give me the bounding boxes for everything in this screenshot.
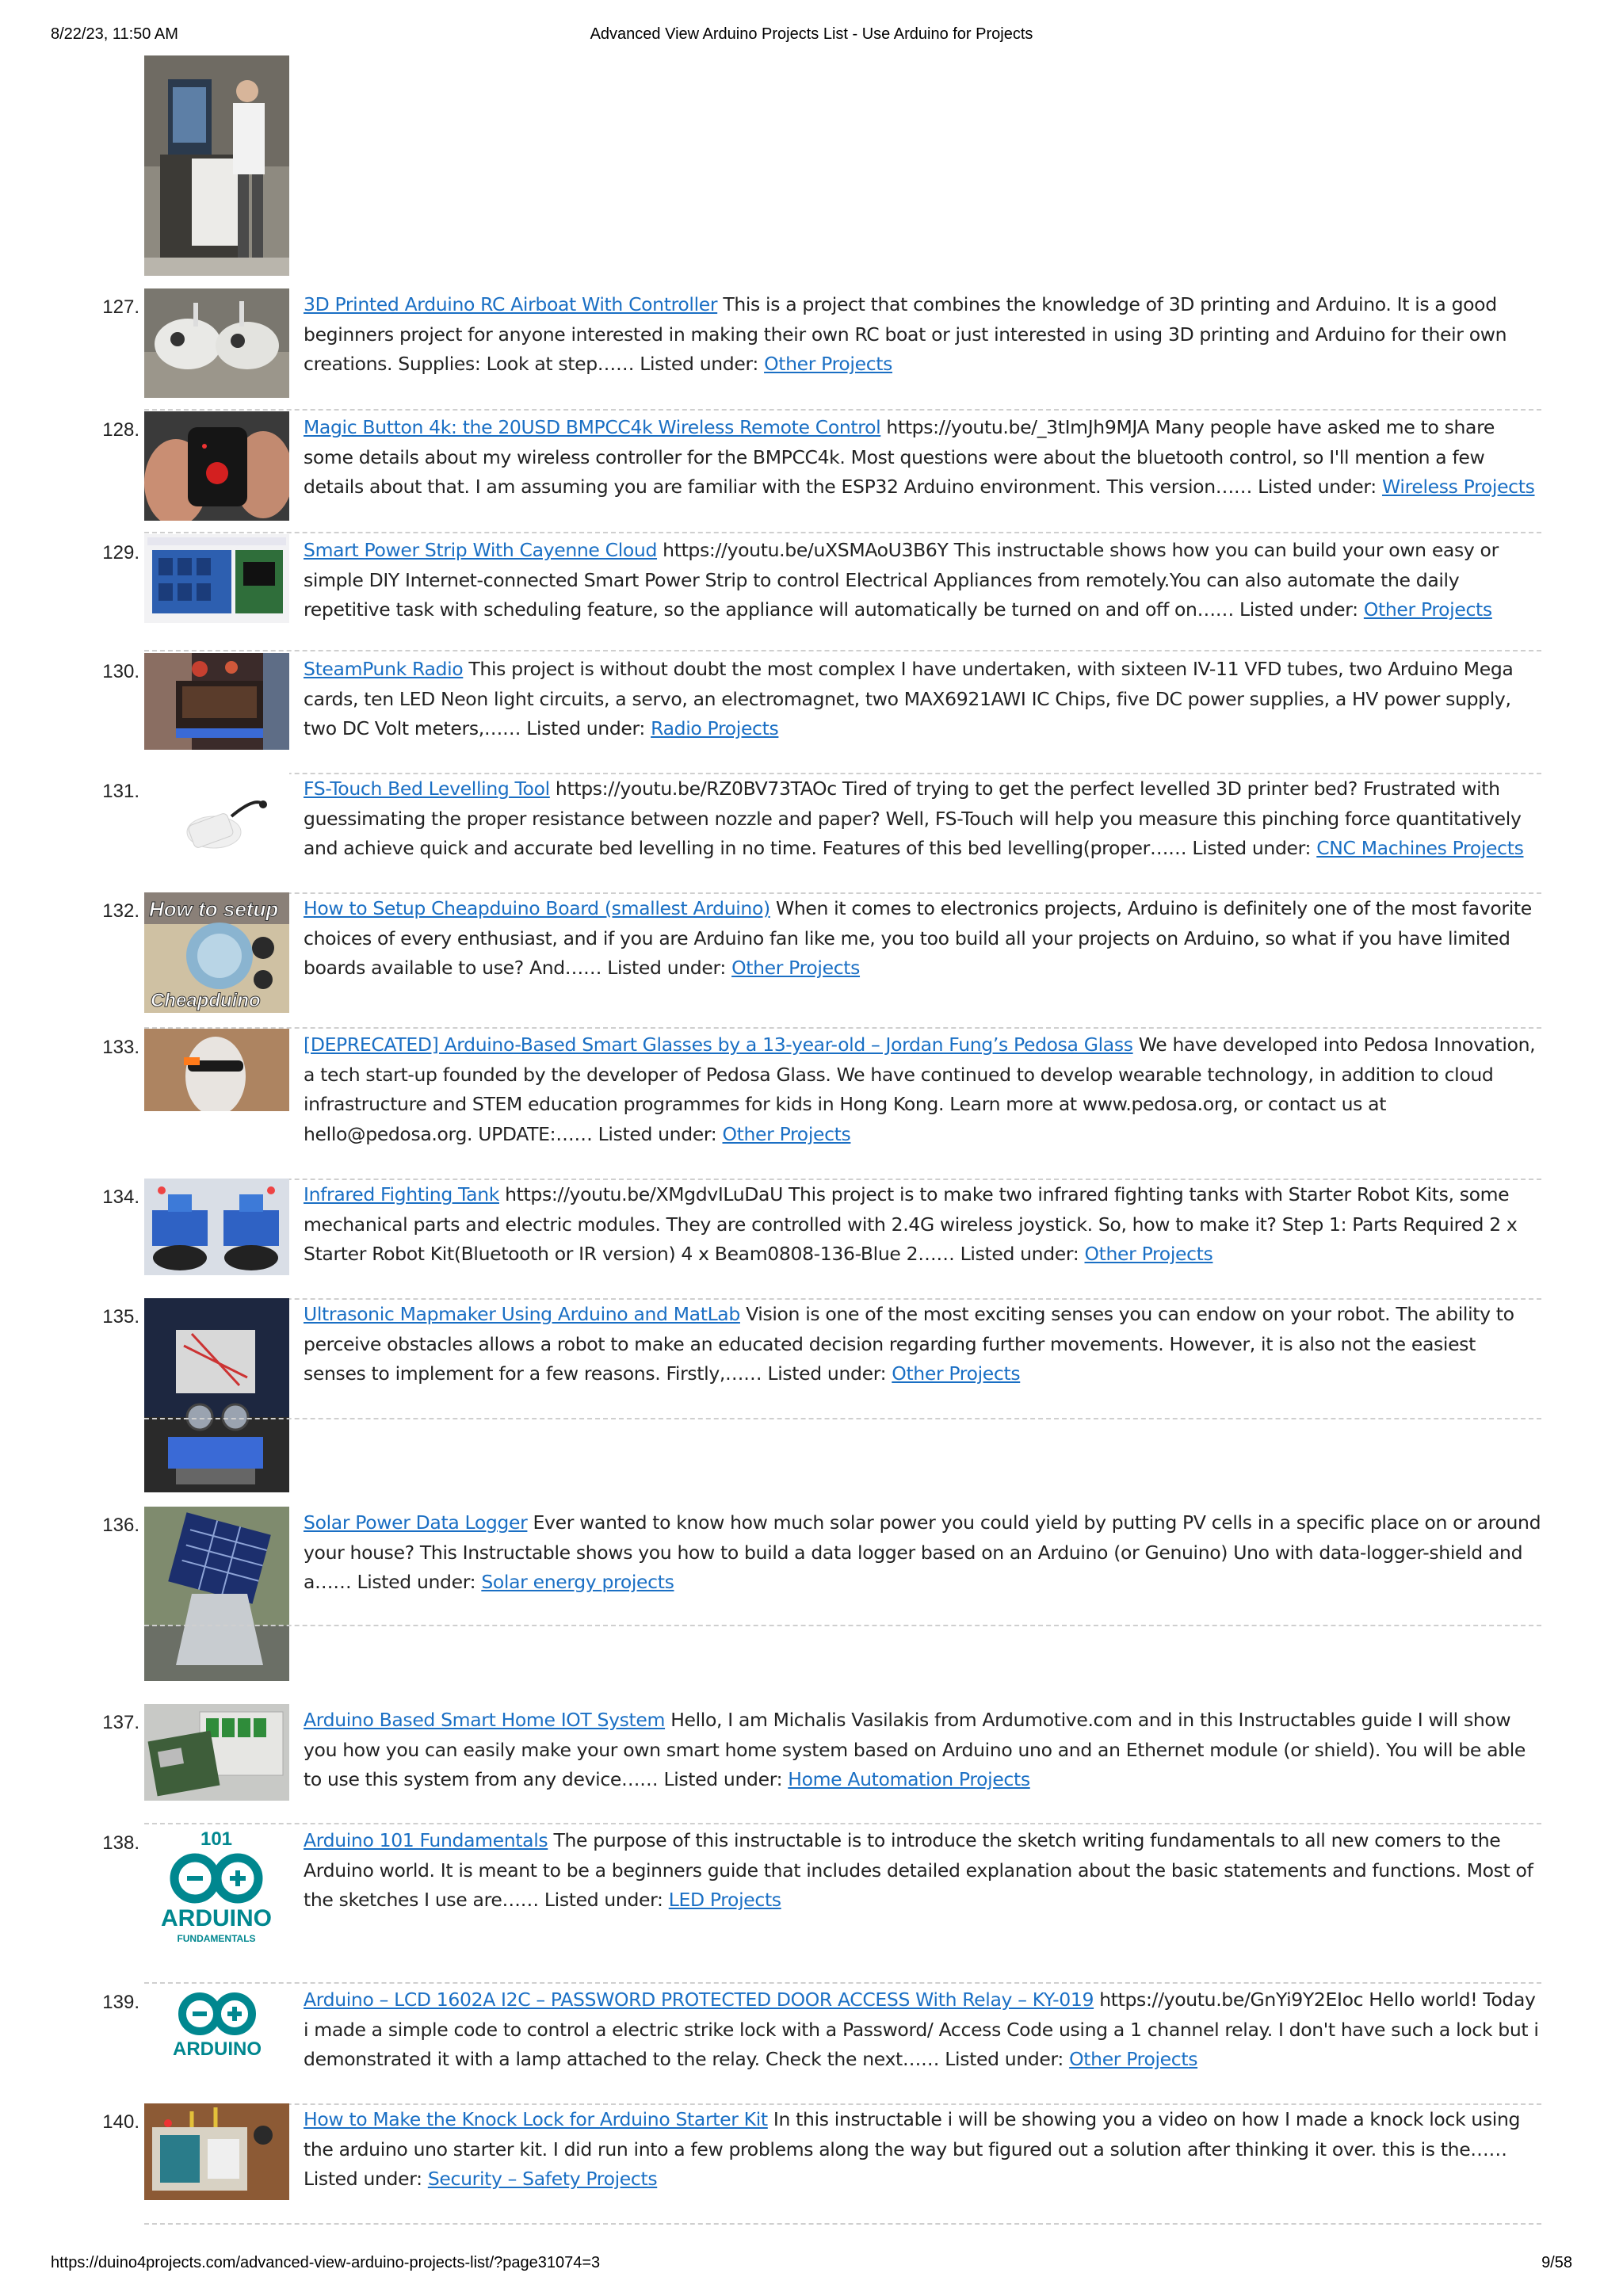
project-title-link[interactable]: SteamPunk Radio <box>304 658 464 680</box>
robot-tank-thumbnail[interactable] <box>144 1179 289 1275</box>
item-number: 127. <box>102 296 139 318</box>
project-title-link[interactable]: 3D Printed Arduino RC Airboat With Controller <box>304 293 718 315</box>
thumbnail-caption-top: 101 <box>200 1828 233 1850</box>
category-link[interactable]: Home Automation Projects <box>788 1768 1030 1790</box>
listed-under-label: Listed under: <box>598 1122 717 1145</box>
item-description-block <box>304 655 1541 744</box>
item-number: 140. <box>102 2111 139 2133</box>
print-url: https://duino4projects.com/advanced-view-arduino-projects-list/?page31074=3 <box>51 2254 601 2271</box>
category-link[interactable]: Other Projects <box>1084 1243 1213 1265</box>
item-description-block <box>304 1508 1541 1598</box>
ultrasonic-robot-thumbnail[interactable] <box>144 1298 289 1492</box>
item-number: 132. <box>102 900 139 922</box>
item-description-block <box>304 1030 1541 1149</box>
smart-glasses-thumbnail[interactable] <box>144 1029 289 1111</box>
project-description: https://youtu.be/GnYi9Y2EIoc Hello world! Today i made a simple code to control a electric strike lock with a Password/ Access Code using a 1 channel relay. I don't have such a lock but i demonstrated it with a lamp attached to the relay. Check the next…… <box>304 1988 1539 2070</box>
thumbnail-brand: ARDUINO <box>161 1905 272 1931</box>
item-description-block <box>304 1706 1541 1795</box>
item-separator <box>144 2223 1541 2225</box>
category-link[interactable]: Other Projects <box>1363 598 1492 621</box>
item-separator <box>144 650 1541 651</box>
item-number: 138. <box>102 1832 139 1854</box>
category-link[interactable]: Other Projects <box>764 353 893 375</box>
rc-airboat-thumbnail[interactable] <box>144 288 289 398</box>
category-link[interactable]: Wireless Projects <box>1382 476 1535 498</box>
thumbnail-caption-bottom: Cheapduino <box>151 990 261 1011</box>
print-page-title: Advanced View Arduino Projects List - Use Arduino for Projects <box>590 25 1033 43</box>
project-title-link[interactable]: Infrared Fighting Tank <box>304 1183 499 1205</box>
project-title-link[interactable]: Magic Button 4k: the 20USD BMPCC4k Wireless Remote Control <box>304 416 881 438</box>
category-link[interactable]: Radio Projects <box>651 717 779 739</box>
project-description: This project is without doubt the most complex I have undertaken, with sixteen IV-11 VFD tubes, two Arduino Mega cards, ten LED Neon light circuits, a servo, an electromagnet, two MAX6921AWI IC Chips, five DC power supplies, a HV power supply, two DC Volt meters,…… <box>304 658 1514 739</box>
project-description: Hello, I am Michalis Vasilakis from Ardumotive.com and in this Instructables guide I will show you how you can easily make your own smart home system based on Arduino uno and an Ethernet module (or shield). You will be able to use this system from any device…… <box>304 1709 1526 1790</box>
print-page-number: 9/58 <box>1541 2254 1572 2271</box>
listed-under-label: Listed under: <box>960 1243 1079 1265</box>
project-title-link[interactable]: Arduino – LCD 1602A I2C – PASSWORD PROTECTED DOOR ACCESS With Relay – KY-019 <box>304 1988 1094 2011</box>
item-number: 134. <box>102 1186 139 1208</box>
item-number: 128. <box>102 419 139 441</box>
category-link[interactable]: Other Projects <box>731 957 861 979</box>
cheapduino-thumbnail[interactable] <box>144 892 289 1013</box>
print-footer <box>51 2254 1572 2278</box>
listed-under-label: Listed under: <box>1239 598 1358 621</box>
project-title-link[interactable]: FS-Touch Bed Levelling Tool <box>304 777 550 800</box>
steampunk-radio-thumbnail[interactable] <box>144 653 289 750</box>
previous-item-thumbnail[interactable] <box>144 55 289 276</box>
listed-under-label: Listed under: <box>1258 476 1377 498</box>
category-link[interactable]: Solar energy projects <box>481 1571 674 1593</box>
project-title-link[interactable]: Ultrasonic Mapmaker Using Arduino and MatLab <box>304 1303 740 1325</box>
listed-under-label: Listed under: <box>304 2168 422 2190</box>
project-title-link[interactable]: Solar Power Data Logger <box>304 1511 528 1534</box>
item-separator <box>144 1982 1541 1984</box>
project-title-link[interactable]: How to Setup Cheapduino Board (smallest Arduino) <box>304 897 770 919</box>
project-description: This is a project that combines the knowledge of 3D printing and Arduino. It is a good beginners project for anyone interested in making their own RC boat or just interested in using 3D printing and Arduino for their own creations. Supplies: Look at step…… <box>304 293 1507 375</box>
remote-button-thumbnail[interactable] <box>144 411 289 521</box>
project-title-link[interactable]: Smart Power Strip With Cayenne Cloud <box>304 539 658 561</box>
project-description: https://youtu.be/_3tImJh9MJA Many people have asked me to share some details about my wireless controller for the BMPCC4k. Most questions were about the bluetooth control, so I'll mention a few details about that. I am assuming you are familiar with the ESP32 Arduino environment. This version…… <box>304 416 1495 498</box>
project-description: https://youtu.be/uXSMAoU3B6Y This instructable shows how you can build your own easy or simple DIY Internet-connected Smart Power Strip to control Electrical Appliances from remotely.You can also automate the daily repetitive task with scheduling feature, so the appliance will automatically be turned on and off on…… <box>304 539 1499 621</box>
item-number: 137. <box>102 1712 139 1733</box>
item-description-block <box>304 1300 1541 1389</box>
listed-under-label: Listed under: <box>607 957 726 979</box>
project-description: https://youtu.be/XMgdvILuDaU This project is to make two infrared fighting tanks with Starter Robot Kits, some mechanical parts and electric modules. They are controlled with 2.4G wireless joystick. So, how to make it? Step 1: Parts Required 2 x Starter Robot Kit(Bluetooth or IR version) 4 x Beam0808-136-Blue 2…… <box>304 1183 1518 1265</box>
project-title-link[interactable]: How to Make the Knock Lock for Arduino Starter Kit <box>304 2108 768 2130</box>
project-description: https://youtu.be/RZ0BV73TAOc Tired of trying to get the perfect levelled 3D printer bed? Frustrated with guessimating the proper resistance between nozzle and paper? Well, FS-Touch will help you measure this pinching force quantitatively and achieve quick and accurate bed levelling in no time. Features of this bed levelling(proper…… <box>304 777 1522 859</box>
item-description-block <box>304 290 1541 380</box>
category-link[interactable]: Security – Safety Projects <box>427 2168 658 2190</box>
item-number: 131. <box>102 781 139 802</box>
listed-under-label: Listed under: <box>1192 837 1312 859</box>
listed-under-label: Listed under: <box>640 353 758 375</box>
thumbnail-caption-bottom: FUNDAMENTALS <box>177 1933 256 1944</box>
item-description-block <box>304 1180 1541 1270</box>
listed-under-label: Listed under: <box>767 1362 887 1385</box>
category-link[interactable]: Other Projects <box>892 1362 1021 1385</box>
category-link[interactable]: Other Projects <box>1069 2048 1198 2070</box>
project-title-link[interactable]: Arduino 101 Fundamentals <box>304 1829 548 1851</box>
thumbnail-caption-top: How to setup <box>149 897 279 921</box>
item-description-block <box>304 894 1541 984</box>
thumbnail-brand: ARDUINO <box>173 2038 262 2060</box>
category-link[interactable]: CNC Machines Projects <box>1316 837 1524 859</box>
listed-under-label: Listed under: <box>544 1889 663 1911</box>
item-number: 136. <box>102 1515 139 1536</box>
item-description-block <box>304 774 1541 864</box>
item-description-block <box>304 413 1541 502</box>
item-separator <box>144 1823 1541 1824</box>
item-number: 139. <box>102 1992 139 2013</box>
item-description-block <box>304 1985 1541 2075</box>
item-description-block <box>304 1826 1541 1916</box>
project-description: The purpose of this instructable is to introduce the sketch writing fundamentals to all new comers to the Arduino world. It is meant to be a beginners guide that includes detailed explanation about the basic statements and functions. Most of the sketches I use are…… <box>304 1829 1533 1911</box>
project-description: In this instructable i will be showing you a video on how I made a knock lock using the arduino uno starter kit. I did run into a few problems along the way but figured out a solution after thinking it over. this is the…… <box>304 2108 1521 2160</box>
item-description-block <box>304 2105 1541 2195</box>
project-description: Ever wanted to know how much solar power you could yield by putting PV cells in a specific place on or around your house? This Instructable shows you how to build a data logger based on an Arduino (or Genuino) Uno with data-logger-shield and a…… <box>304 1511 1541 1593</box>
item-description-block <box>304 536 1541 625</box>
bed-levelling-sensor-thumbnail[interactable] <box>144 773 289 861</box>
item-separator <box>144 1027 1541 1029</box>
print-datetime: 8/22/23, 11:50 AM <box>51 25 178 43</box>
category-link[interactable]: Other Projects <box>722 1122 851 1145</box>
project-description: We have developed into Pedosa Innovation, a tech start-up founded by the developer of Pedosa Glass. We have continued to develop wearable technology, in addition to cloud infrastructure and STEM education programmes for kids in Hong Kong. Learn more at www.pedosa.org, or contact us at hello@pedosa.org. UPDATE:…… <box>304 1033 1536 1145</box>
knock-lock-thumbnail[interactable] <box>144 2103 289 2200</box>
smart-home-box-thumbnail[interactable] <box>144 1704 289 1801</box>
item-separator <box>144 532 1541 533</box>
item-separator <box>144 409 1541 411</box>
project-description: When it comes to electronics projects, Arduino is definitely one of the most favorite choices of every enthusiast, and if you are Arduino fan like me, you too build all your projects on Arduino, so what if you have limited boards available to use? And…… <box>304 897 1532 979</box>
print-header <box>51 25 1572 49</box>
item-number: 130. <box>102 661 139 682</box>
arduino-logo-thumbnail[interactable] <box>144 1984 289 2063</box>
listed-under-label: Listed under: <box>945 2048 1064 2070</box>
item-number: 129. <box>102 542 139 563</box>
listed-under-label: Listed under: <box>357 1571 476 1593</box>
category-link[interactable]: LED Projects <box>668 1889 781 1911</box>
item-number: 135. <box>102 1306 139 1328</box>
item-separator <box>144 1418 1541 1419</box>
item-separator <box>144 1625 1541 1626</box>
listed-under-label: Listed under: <box>663 1768 783 1790</box>
project-title-link[interactable]: Arduino Based Smart Home IOT System <box>304 1709 666 1731</box>
project-description: Vision is one of the most exciting senses you can endow on your robot. The ability to perceive obstacles allows a robot to make an educated decision regarding further movements. However, it is also not the easiest senses to implement for a few reasons. Firstly,…… <box>304 1303 1514 1385</box>
arduino-logo-thumbnail[interactable] <box>144 1824 289 1951</box>
relay-board-thumbnail[interactable] <box>144 534 289 623</box>
listed-under-label: Listed under: <box>526 717 645 739</box>
project-title-link[interactable]: [DEPRECATED] Arduino-Based Smart Glasses by a 13-year-old – Jordan Fung’s Pedosa Glass <box>304 1033 1133 1056</box>
solar-panel-thumbnail[interactable] <box>144 1507 289 1681</box>
item-number: 133. <box>102 1037 139 1058</box>
